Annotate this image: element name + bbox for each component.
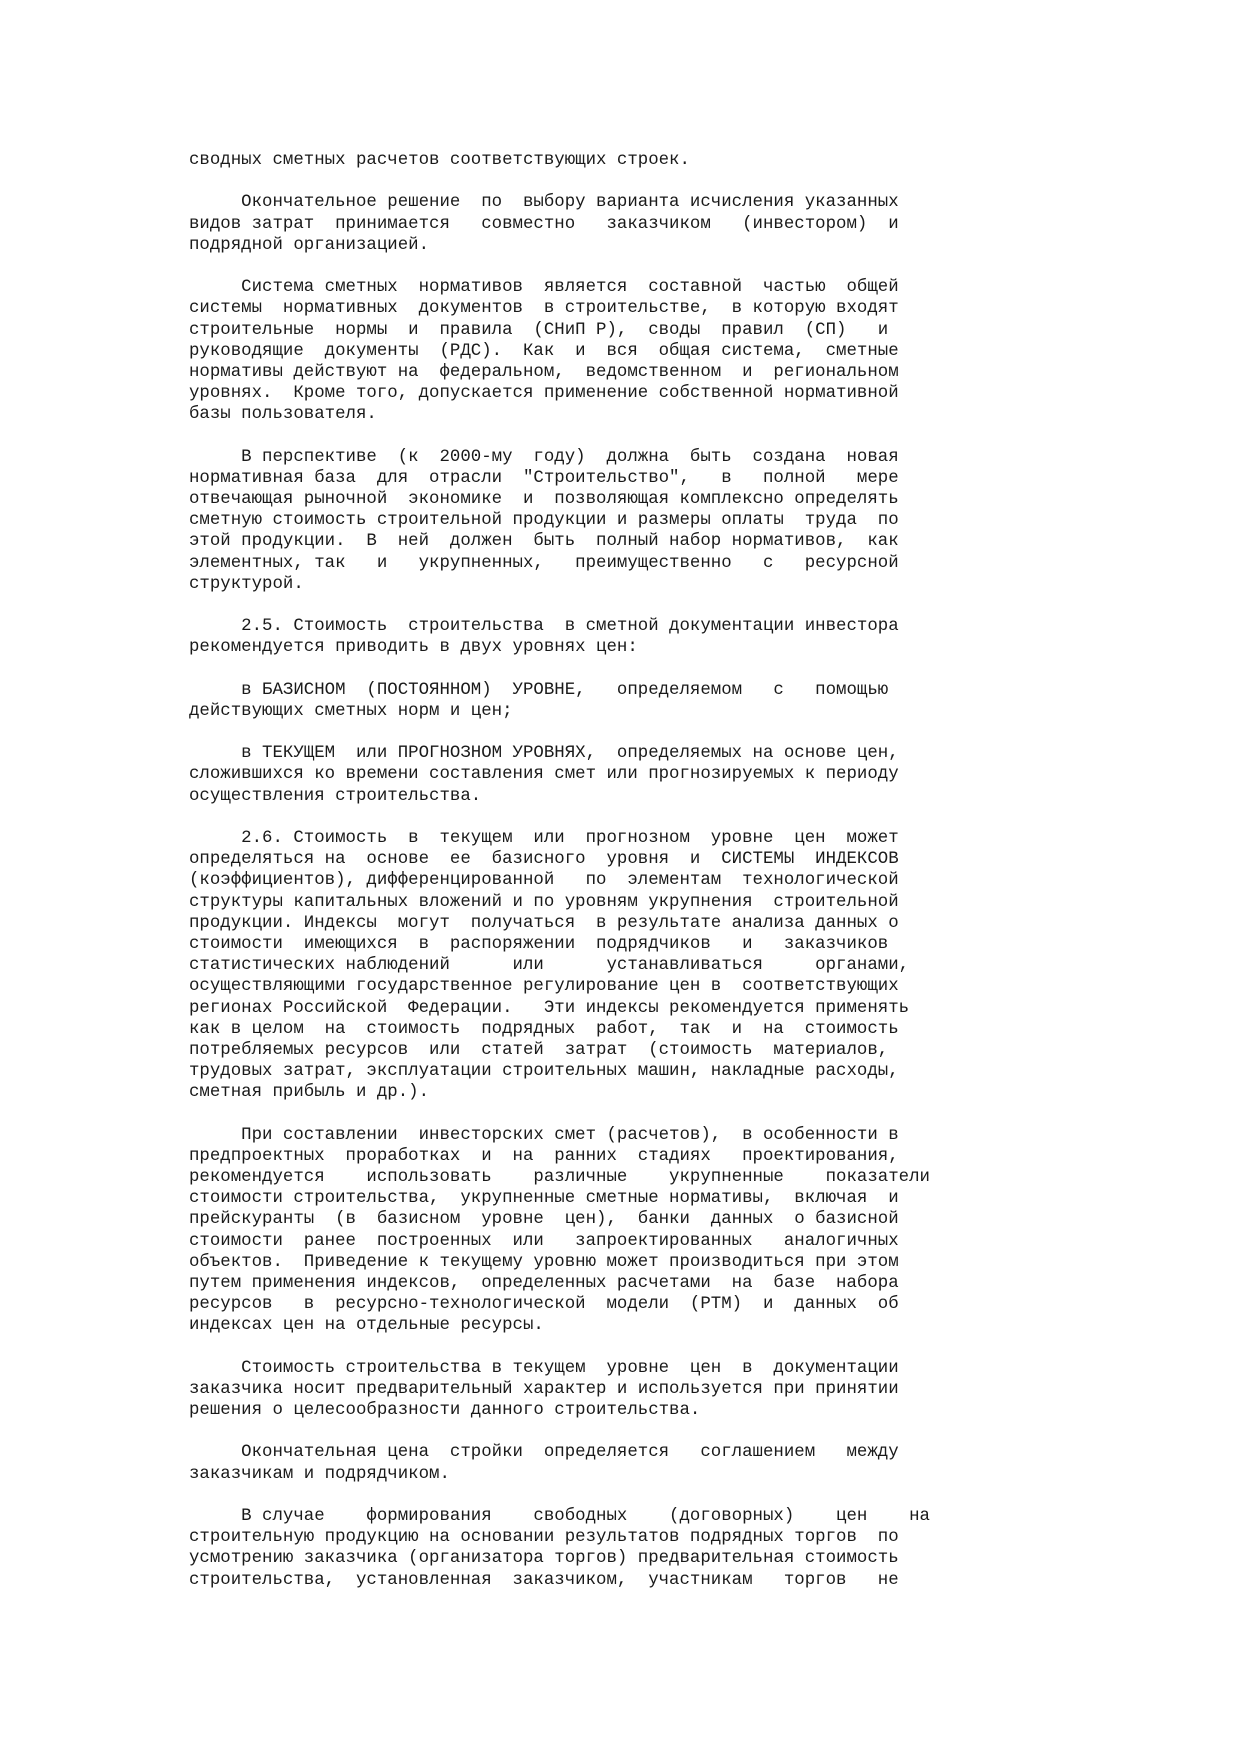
text-line: путем применения индексов, определенных расчетами на базе набора: [189, 1273, 899, 1293]
text-line: В перспективе (к 2000-му году) должна быть создана новая: [189, 447, 899, 467]
text-line: При составлении инвесторских смет (расчетов), в особенности в: [189, 1125, 899, 1145]
text-line: ресурсов в ресурсно-технологической модели (РТМ) и данных об: [189, 1295, 899, 1315]
text-line: как в целом на стоимость подрядных работ, так и на стоимость: [189, 1019, 899, 1039]
text-line: статистических наблюдений или устанавливаться органами,: [189, 956, 910, 976]
text-line: системы нормативных документов в строительстве, в которую входят: [189, 299, 899, 319]
text-line: сметная прибыль и др.).: [189, 1083, 430, 1103]
text-line: в ТЕКУЩЕМ или ПРОГНОЗНОМ УРОВНЯХ, определяемых на основе цен,: [189, 744, 899, 764]
paragraph: [189, 1125, 957, 1337]
text-line: структурой.: [189, 574, 304, 594]
text-line: в БАЗИСНОМ (ПОСТОЯННОМ) УРОВНЕ, определяемом с помощью: [189, 680, 889, 700]
text-line: этой продукции. В ней должен быть полный набор нормативов, как: [189, 532, 899, 552]
text-line: действующих сметных норм и цен;: [189, 701, 513, 721]
text-line: базы пользователя.: [189, 405, 377, 425]
paragraph: [189, 1442, 957, 1484]
text-line: Система сметных нормативов является составной частью общей: [189, 278, 899, 298]
paragraph: [189, 680, 957, 722]
text-line: стоимости имеющихся в распоряжении подрядчиков и заказчиков: [189, 934, 889, 954]
paragraph: [189, 616, 957, 658]
text-line: решения о целесообразности данного строительства.: [189, 1401, 701, 1421]
text-line: рекомендуется приводить в двух уровнях цен:: [189, 638, 638, 658]
text-line: Окончательное решение по выбору варианта исчисления указанных: [189, 193, 899, 213]
text-line: строительства, установленная заказчиком, участникам торгов не: [189, 1570, 899, 1590]
text-line: руководящие документы (РДС). Как и вся общая система, сметные: [189, 341, 899, 361]
text-line: заказчика носит предварительный характер и используется при принятии: [189, 1379, 899, 1399]
text-line: сложившихся ко времени составления смет или прогнозируемых к периоду: [189, 765, 899, 785]
text-line: стоимости строительства, укрупненные сметные нормативы, включая и: [189, 1189, 899, 1209]
paragraph: [189, 828, 957, 1103]
text-line: сводных сметных расчетов соответствующих строек.: [189, 151, 690, 170]
paragraph: [189, 447, 957, 595]
text-line: осуществляющими государственное регулирование цен в соответствующих: [189, 977, 899, 997]
paragraph: [189, 277, 957, 425]
text-line: осуществления строительства.: [189, 786, 482, 806]
text-line: В случае формирования свободных (договорных) цен на: [189, 1507, 930, 1526]
text-line: определяться на основе ее базисного уровня и СИСТЕМЫ ИНДЕКСОВ: [189, 850, 899, 870]
text-line: 2.5. Стоимость строительства в сметной документации инвестора: [189, 617, 899, 637]
text-line: уровнях. Кроме того, допускается применение собственной нормативной: [189, 384, 899, 404]
text-line: отвечающая рыночной экономике и позволяющая комплексно определять: [189, 490, 899, 509]
text-line: строительные нормы и правила (СНиП Р), своды правил (СП) и: [189, 320, 889, 340]
text-line: элементных, так и укрупненных, преимущественно с ресурсной: [189, 553, 899, 573]
text-line: предпроектных проработках и на ранних стадиях проектирования,: [189, 1146, 899, 1166]
text-line: регионах Российской Федерации. Эти индексы рекомендуется применять: [189, 998, 910, 1018]
text-line: объектов. Приведение к текущему уровню может производиться при этом: [189, 1252, 899, 1272]
text-line: видов затрат принимается совместно заказчиком (инвестором) и: [189, 214, 899, 234]
paragraph: [189, 1358, 957, 1422]
paragraph: [189, 150, 957, 171]
text-line: усмотрению заказчика (организатора торгов) предварительная стоимость: [189, 1549, 899, 1569]
text-line: нормативная база для отрасли "Строительство", в полной мере: [189, 468, 899, 488]
text-line: (коэффициентов), дифференцированной по элементам технологической: [189, 871, 899, 891]
text-line: Окончательная цена стройки определяется соглашением между: [189, 1443, 899, 1463]
text-line: продукции. Индексы могут получаться в результате анализа данных о: [189, 913, 899, 933]
text-line: рекомендуется использовать различные укрупненные показатели: [189, 1168, 930, 1187]
text-line: нормативы действуют на федеральном, ведомственном и региональном: [189, 362, 899, 382]
text-line: сметную стоимость строительной продукции и размеры оплаты труда по: [189, 511, 899, 531]
document-body: [189, 150, 957, 1612]
text-line: подрядной организацией.: [189, 235, 430, 255]
text-line: структуры капитальных вложений и по уровням укрупнения строительной: [189, 892, 899, 912]
text-line: потребляемых ресурсов или статей затрат (стоимость материалов,: [189, 1040, 889, 1060]
text-line: 2.6. Стоимость в текущем или прогнозном уровне цен может: [189, 829, 899, 848]
text-line: Стоимость строительства в текущем уровне цен в документации: [189, 1358, 899, 1378]
text-line: заказчикам и подрядчиком.: [189, 1464, 450, 1484]
paragraph: [189, 192, 957, 256]
paragraph: [189, 1506, 957, 1591]
paragraph: [189, 743, 957, 807]
text-line: индексах цен на отдельные ресурсы.: [189, 1316, 544, 1336]
text-line: стоимости ранее построенных или запроектированных аналогичных: [189, 1231, 899, 1251]
text-line: прейскуранты (в базисном уровне цен), банки данных о базисной: [189, 1210, 899, 1230]
text-line: трудовых затрат, эксплуатации строительных машин, накладные расходы,: [189, 1062, 899, 1082]
text-line: строительную продукцию на основании результатов подрядных торгов по: [189, 1528, 899, 1548]
